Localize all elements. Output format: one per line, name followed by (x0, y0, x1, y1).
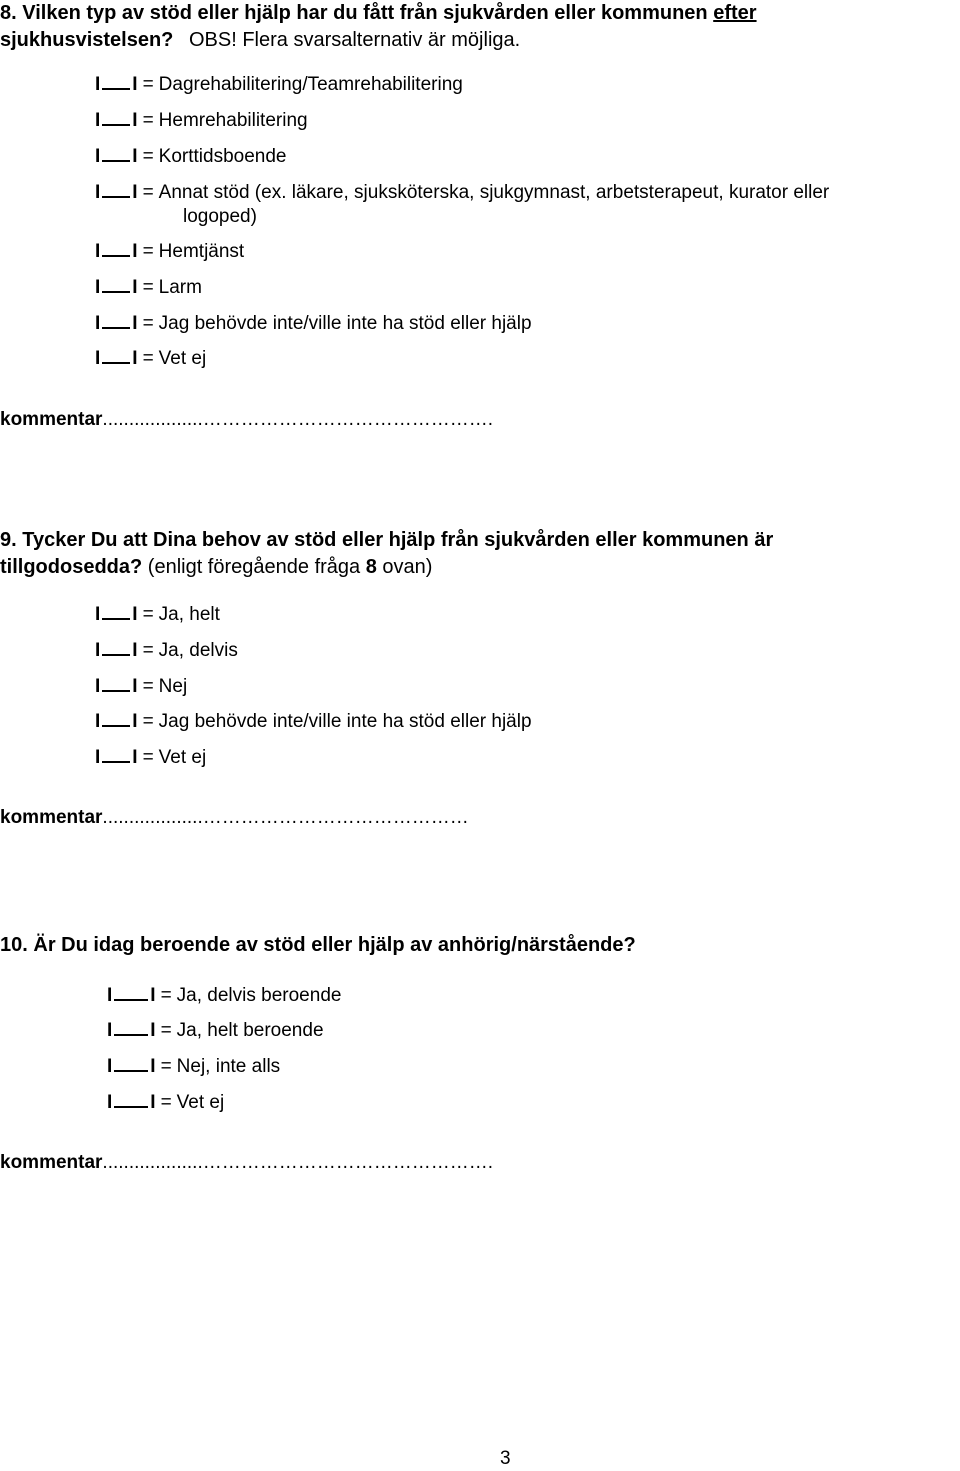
option-label: Larm (158, 277, 202, 298)
checkbox-left-bar: I (95, 277, 101, 298)
answer-option[interactable] (95, 311, 532, 336)
checkbox-right-bar: I (150, 1092, 156, 1113)
checkbox-right-bar: I (150, 985, 156, 1006)
equals-sign: = (142, 277, 154, 298)
checkbox-left-bar: I (95, 711, 101, 732)
checkbox-right-bar: I (132, 182, 138, 203)
checkbox-blank[interactable] (102, 311, 130, 329)
equals-sign: = (160, 1092, 172, 1113)
option-label: Vet ej (158, 348, 207, 369)
checkbox-left-bar: I (107, 1020, 113, 1041)
question-text: Vilken typ av stöd eller hjälp har du fått från sjukvården eller kommunen (22, 2, 708, 24)
answer-option[interactable] (95, 709, 532, 734)
checkbox-blank[interactable] (102, 602, 130, 620)
answer-option[interactable] (95, 108, 308, 133)
question-number: 10. (0, 934, 28, 956)
checkbox-blank[interactable] (102, 346, 130, 364)
checkbox-left-bar: I (107, 1056, 113, 1077)
answer-option[interactable] (95, 745, 206, 770)
equals-sign: = (142, 313, 154, 334)
equals-sign: = (142, 747, 154, 768)
checkbox-right-bar: I (132, 313, 138, 334)
option-label: Korttidsboende (158, 146, 287, 167)
option-continuation: logoped) (183, 206, 257, 227)
checkbox-blank[interactable] (114, 1090, 148, 1108)
equals-sign: = (142, 74, 154, 95)
comment-dots: ...................………………………………………. (102, 1152, 493, 1173)
question-10-title (0, 932, 636, 959)
option-label: Jag behövde inte/ville inte ha stöd eller hjälp (158, 711, 532, 732)
checkbox-blank[interactable] (102, 745, 130, 763)
answer-option[interactable] (95, 275, 202, 300)
option-label: Vet ej (176, 1092, 225, 1113)
checkbox-right-bar: I (132, 74, 138, 95)
checkbox-blank[interactable] (102, 239, 130, 257)
checkbox-left-bar: I (95, 146, 101, 167)
equals-sign: = (142, 146, 154, 167)
checkbox-left-bar: I (95, 676, 101, 697)
checkbox-right-bar: I (132, 640, 138, 661)
equals-sign: = (142, 676, 154, 697)
checkbox-left-bar: I (95, 74, 101, 95)
equals-sign: = (142, 182, 154, 203)
question-number: 9. (0, 529, 17, 551)
checkbox-right-bar: I (132, 747, 138, 768)
checkbox-blank[interactable] (102, 709, 130, 727)
question-ref: 8 (365, 556, 377, 578)
answer-option[interactable] (95, 239, 244, 264)
checkbox-right-bar: I (132, 676, 138, 697)
checkbox-left-bar: I (95, 348, 101, 369)
comment-line[interactable] (0, 1151, 493, 1175)
question-text-cont: tillgodosedda? (0, 556, 143, 578)
equals-sign: = (142, 348, 154, 369)
page-number: 3 (500, 1448, 511, 1469)
option-label: Vet ej (158, 747, 207, 768)
checkbox-left-bar: I (95, 182, 101, 203)
answer-option[interactable] (107, 983, 341, 1008)
question-9-title (0, 527, 773, 581)
comment-label: kommentar (0, 409, 103, 430)
comment-line[interactable] (0, 806, 469, 830)
question-note-end: ovan) (382, 556, 433, 578)
checkbox-right-bar: I (132, 241, 138, 262)
equals-sign: = (142, 604, 154, 625)
equals-sign: = (142, 640, 154, 661)
checkbox-right-bar: I (132, 110, 138, 131)
answer-option[interactable] (95, 674, 187, 699)
checkbox-left-bar: I (107, 985, 113, 1006)
checkbox-left-bar: I (95, 241, 101, 262)
question-text: Är Du idag beroende av stöd eller hjälp av anhörig/närstående? (33, 934, 636, 956)
checkbox-left-bar: I (95, 604, 101, 625)
comment-line[interactable] (0, 408, 493, 432)
checkbox-blank[interactable] (114, 1018, 148, 1036)
answer-option[interactable] (95, 180, 829, 205)
option-label: Ja, helt beroende (176, 1020, 324, 1041)
checkbox-blank[interactable] (102, 638, 130, 656)
option-label: Ja, delvis (158, 640, 238, 661)
comment-label: kommentar (0, 807, 103, 828)
option-label: Hemrehabilitering (158, 110, 308, 131)
answer-option[interactable] (107, 1054, 280, 1079)
checkbox-blank[interactable] (102, 180, 130, 198)
question-8-title (0, 0, 757, 54)
option-label: Nej, inte alls (176, 1056, 281, 1077)
question-number: 8. (0, 2, 17, 24)
question-text: Tycker Du att Dina behov av stöd eller hjälp från sjukvården eller kommunen är (22, 529, 774, 551)
checkbox-right-bar: I (132, 146, 138, 167)
checkbox-right-bar: I (132, 604, 138, 625)
checkbox-blank[interactable] (102, 72, 130, 90)
answer-option[interactable] (95, 346, 206, 371)
checkbox-blank[interactable] (102, 144, 130, 162)
answer-option[interactable] (107, 1090, 224, 1115)
checkbox-blank[interactable] (102, 674, 130, 692)
answer-option[interactable] (95, 602, 220, 627)
checkbox-blank[interactable] (102, 275, 130, 293)
checkbox-right-bar: I (150, 1020, 156, 1041)
question-text-cont: sjukhusvistelsen? (0, 29, 174, 51)
checkbox-left-bar: I (95, 313, 101, 334)
question-note: OBS! Flera svarsalternativ är möjliga. (188, 29, 521, 51)
option-label: Annat stöd (ex. läkare, sjuksköterska, sjukgymnast, arbetsterapeut, kurator eller (158, 182, 830, 203)
option-label: Ja, helt (158, 604, 220, 625)
checkbox-right-bar: I (132, 277, 138, 298)
option-label: Ja, delvis beroende (176, 985, 342, 1006)
checkbox-blank[interactable] (114, 983, 148, 1001)
checkbox-right-bar: I (150, 1056, 156, 1077)
checkbox-blank[interactable] (114, 1054, 148, 1072)
comment-label: kommentar (0, 1152, 103, 1173)
equals-sign: = (160, 1056, 172, 1077)
answer-option[interactable] (95, 72, 463, 97)
checkbox-left-bar: I (107, 1092, 113, 1113)
option-label: Hemtjänst (158, 241, 245, 262)
option-label: Nej (158, 676, 188, 697)
equals-sign: = (142, 241, 154, 262)
answer-option[interactable] (95, 144, 287, 169)
checkbox-blank[interactable] (102, 108, 130, 126)
checkbox-right-bar: I (132, 711, 138, 732)
checkbox-left-bar: I (95, 110, 101, 131)
checkbox-right-bar: I (132, 348, 138, 369)
question-note: (enligt föregående fråga (147, 556, 361, 578)
equals-sign: = (160, 1020, 172, 1041)
equals-sign: = (142, 110, 154, 131)
equals-sign: = (160, 985, 172, 1006)
answer-option[interactable] (95, 638, 238, 663)
comment-dots: ...................…………………………………… (102, 807, 469, 828)
comment-dots: ...................………………………………………. (102, 409, 493, 430)
question-emphasis: efter (713, 2, 757, 24)
checkbox-left-bar: I (95, 640, 101, 661)
answer-option[interactable] (107, 1018, 324, 1043)
checkbox-left-bar: I (95, 747, 101, 768)
equals-sign: = (142, 711, 154, 732)
option-label: Dagrehabilitering/Teamrehabilitering (158, 74, 463, 95)
option-label: Jag behövde inte/ville inte ha stöd eller hjälp (158, 313, 532, 334)
